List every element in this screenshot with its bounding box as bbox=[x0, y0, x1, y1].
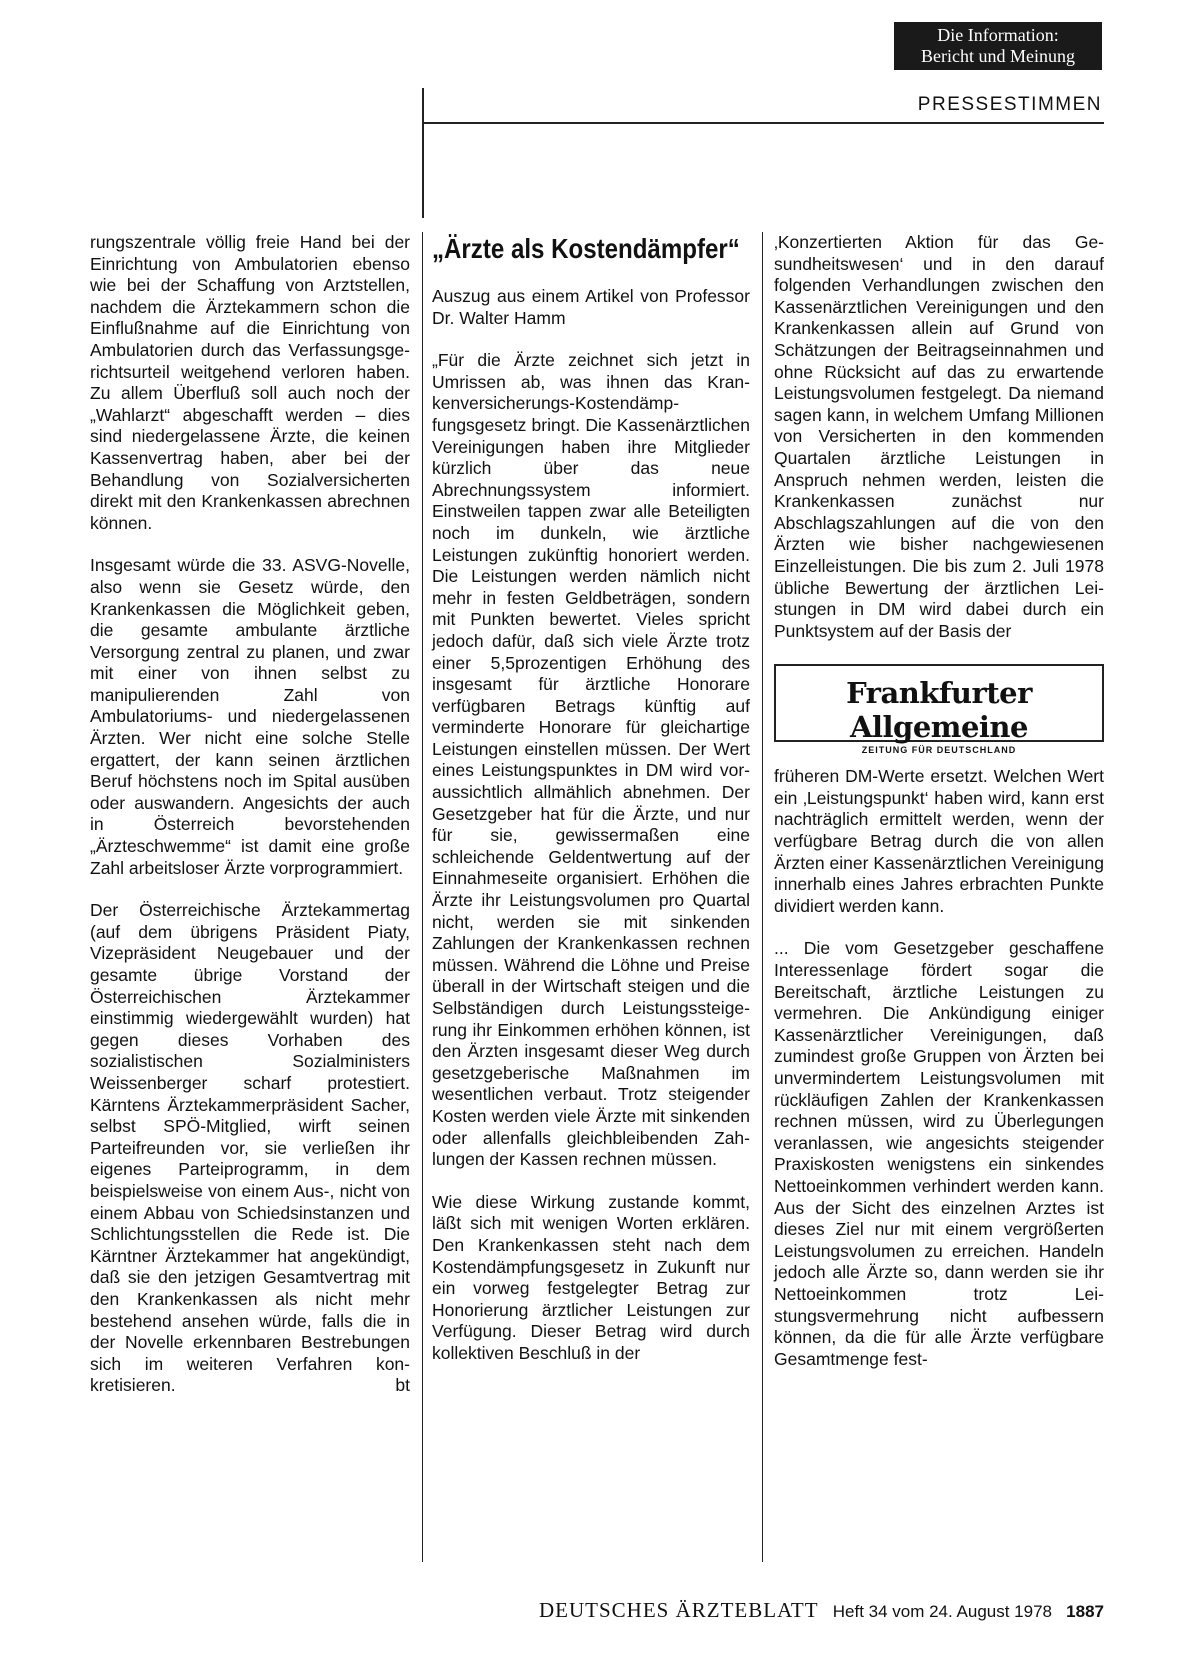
article-column-2 bbox=[432, 232, 750, 1365]
paragraph: rungszentrale völlig freie Hand bei der Einrichtung von Ambulatorien ebenso wie bei der Schaffung von Arztstellen, nachdem die Ärztekammern schon die Einflußnahme auf die Einrichtung von Ambulatorien durch das Verfassungsgerichtsurteil weitgehend verloren haben. Zu allem Überfluß soll auch noch der „Wahlarzt“ abgeschafft werden – dies sind niedergelassene Ärzte, die keinen Kassenvertrag haben, aber bei der Behandlung von Sozialversicherten direkt mit den Krankenkassen abrechnen können. bbox=[90, 232, 410, 533]
paragraph-text: Der Österreichische Ärztekammertag (auf dem übrigens Präsident Piaty, Vizepräsident Neugebauer und der gesamte übrige Vorstand der Österreichischen Ärztekammer einstimmig wiedergewählt wurden) hat gegen dieses Vorhaben des sozialistischen Sozialministers Weissenberger scharf protestiert. Kärntens Ärztekammerpräsident Sacher, selbst SPÖ-Mitglied, wirft seinen Parteifreunden vor, sie verließen ihr eigenes Parteiprogramm, in dem beispielsweise von einem Aus-, nicht von einem Abbau von Schiedsinstanzen und Schlichtungsstellen die Rede ist. Die Kärntner Ärztekammer hat angekündigt, daß sie den jetzigen Gesamtvertrag mit den Krankenkassen als nicht mehr bestehend ansehen würde, falls die in der Novelle erkennbaren Bestrebungen sich im weiteren Verfahren konkretisieren. bbox=[90, 900, 410, 1396]
article-column-3 bbox=[774, 232, 1104, 1370]
paragraph: früheren DM-Werte ersetzt. Welchen Wert ein ‚Leistungspunkt‘ haben wird, kann erst nachträglich ermittelt werden, wenn der verfügbare Betrag durch die von allen Ärzten einer Kassenärztlichen Vereinigung innerhalb eines Jahres erbrachten Punkte dividiert werden kann. bbox=[774, 766, 1104, 916]
page-footer bbox=[400, 1598, 1104, 1623]
newspaper-logo bbox=[774, 664, 1104, 756]
article-lead: Auszug aus einem Artikel von Professor Dr. Walter Hamm bbox=[432, 286, 750, 328]
section-badge bbox=[894, 22, 1102, 70]
author-signature: bt bbox=[395, 1375, 410, 1396]
column-rule-2 bbox=[762, 232, 763, 1562]
paragraph: ... Die vom Gesetzgeber geschaffene Interessenlage fördert sogar die Bereitschaft, ärztliche Leistungen zu vermehren. Die Ankündigung einiger Kassenärztlicher Vereinigungen, daß zumindest große Gruppen von Ärzten bei unvermindertem Leistungsvolumen mit rückläufigen Zahlen der Krankenkassen rechnen müssen, wird zu Überlegungen veranlassen, wie angesichts steigender Praxiskosten wenigstens ein sinkendes Nettoeinkommen verhindert werden kann. Aus der Sicht des einzelnen Arztes ist dieses Ziel nur mit einem vergrößerten Leistungsvolumen zu erreichen. Handeln jedoch alle Ärzte so, dann werden sie ihr Nettoeinkommen trotz Leistungsvermehrung nicht aufbessern können, da die für alle Ärzte verfügbare Gesamtmenge fest- bbox=[774, 938, 1104, 1369]
issue-info: Heft 34 vom 24. August 1978 bbox=[832, 1602, 1052, 1621]
article-headline: „Ärzte als Kostendämpfer“ bbox=[432, 233, 740, 264]
column-rule-1 bbox=[422, 232, 423, 1562]
paragraph bbox=[90, 900, 410, 1397]
page-number: 1887 bbox=[1066, 1602, 1104, 1621]
journal-name: DEUTSCHES ÄRZTEBLATT bbox=[538, 1598, 819, 1622]
logo-subtitle: ZEITUNG FÜR DEUTSCHLAND bbox=[861, 745, 1017, 756]
article-column-1 bbox=[90, 232, 410, 1397]
header-vertical-rule bbox=[422, 88, 424, 218]
paragraph: Insgesamt würde die 33. ASVG-Novelle, also wenn sie Gesetz würde, den Krankenkassen die Möglichkeit geben, die gesamte ambulante ärztliche Versorgung zentral zu planen, und zwar mit einer von ihnen selbst zu manipulierenden Zahl von Ambulatoriums- und niedergelassenen Ärzten. Wer nicht eine solche Stelle ergattert, der kann seinen ärztlichen Beruf höchstens noch im Spital ausüben oder auswandern. Angesichts der auch in Österreich bevorstehenden „Ärzteschwemme“ ist damit eine große Zahl arbeitsloser Ärzte vorprogrammiert. bbox=[90, 555, 410, 878]
paragraph: ‚Konzertierten Aktion für das Gesundheitswesen‘ und in den darauf folgenden Verhandlungen zwischen den Kassenärztlichen Vereinigungen und den Krankenkassen allein auf Grund von Schätzungen der Beitragseinnahmen und ohne Rücksicht auf das zu erwartende Leistungsvolumen festgelegt. Da niemand sagen kann, in welchem Umfang Millionen von Versicherten in den kommenden Quartalen ärztliche Leistungen in Anspruch nehmen werden, leisten die Krankenkassen zunächst nur Abschlagszahlungen auf die von den Ärzten wie bisher nachgewiesenen Einzelleistungen. Die bis zum 2. Juli 1978 übliche Bewertung der ärztlichen Leistungen in DM wird dabei durch ein Punktsystem auf der Basis der bbox=[774, 232, 1104, 641]
header-horizontal-rule bbox=[422, 122, 1104, 124]
logo-name: Frankfurter Allgemeine bbox=[846, 676, 1032, 745]
paragraph: Wie diese Wirkung zustande kommt, läßt sich mit wenigen Worten erklären. Den Krankenkassen steht nach dem Kostendämpfungsgesetz in Zukunft nur ein vorweg festgelegter Betrag zur Honorierung ärztlicher Leistungen zur Verfügung. Dieser Betrag wird durch kollektiven Beschluß in der bbox=[432, 1191, 750, 1363]
paragraph: „Für die Ärzte zeichnet sich jetzt in Umrissen ab, was ihnen das Krankenversicherungs-Kostendämpfungsgesetz bringt. Die Kassenärztlichen Vereinigungen haben ihre Mitglieder kürzlich über das neue Abrechnungssystem informiert. Einstweilen tappen zwar alle Beteiligten noch im dunkeln, wie ärztliche Leistungen zukünftig honoriert werden. Die Leistungen werden nämlich nicht mehr in festen Geldbeträgen, sondern mit Punkten bewertet. Vieles spricht jedoch dafür, daß sich viele Ärzte trotz einer 5,5prozentigen Erhöhung des insgesamt für ärztliche Honorare verfügbaren Betrags künftig auf verminderte Honorare für gleichartige Leistungen einstellen müssen. Der Wert eines Leistungspunktes in DM wird voraussichtlich allmählich abnehmen. Der Gesetzgeber hat für die Ärzte, und nur für sie, gewissermaßen eine schleichende Geldentwertung auf der Einnahmeseite organisiert. Erhöhen die Ärzte ihr Leistungsvolumen pro Quartal nicht, werden sie mit sinkenden Zahlungen der Krankenkassen rechnen müssen. Während die Löhne und Preise überall in der Wirtschaft steigen und die Selbständigen durch Leistungssteigerung ihr Einkommen erhöhen können, ist den Ärzten insgesamt dieser Weg durch gesetzgeberische Maßnahmen im wesentlichen verbaut. Trotz steigender Kosten werden viele Ärzte mit sinkenden oder allenfalls gleichbleibenden Zahlungen der Kassen rechnen müssen. bbox=[432, 350, 750, 1170]
section-title: PRESSESTIMMEN bbox=[917, 94, 1102, 115]
badge-line-2: Bericht und Meinung bbox=[921, 46, 1075, 66]
badge-line-1: Die Information: bbox=[937, 25, 1059, 45]
